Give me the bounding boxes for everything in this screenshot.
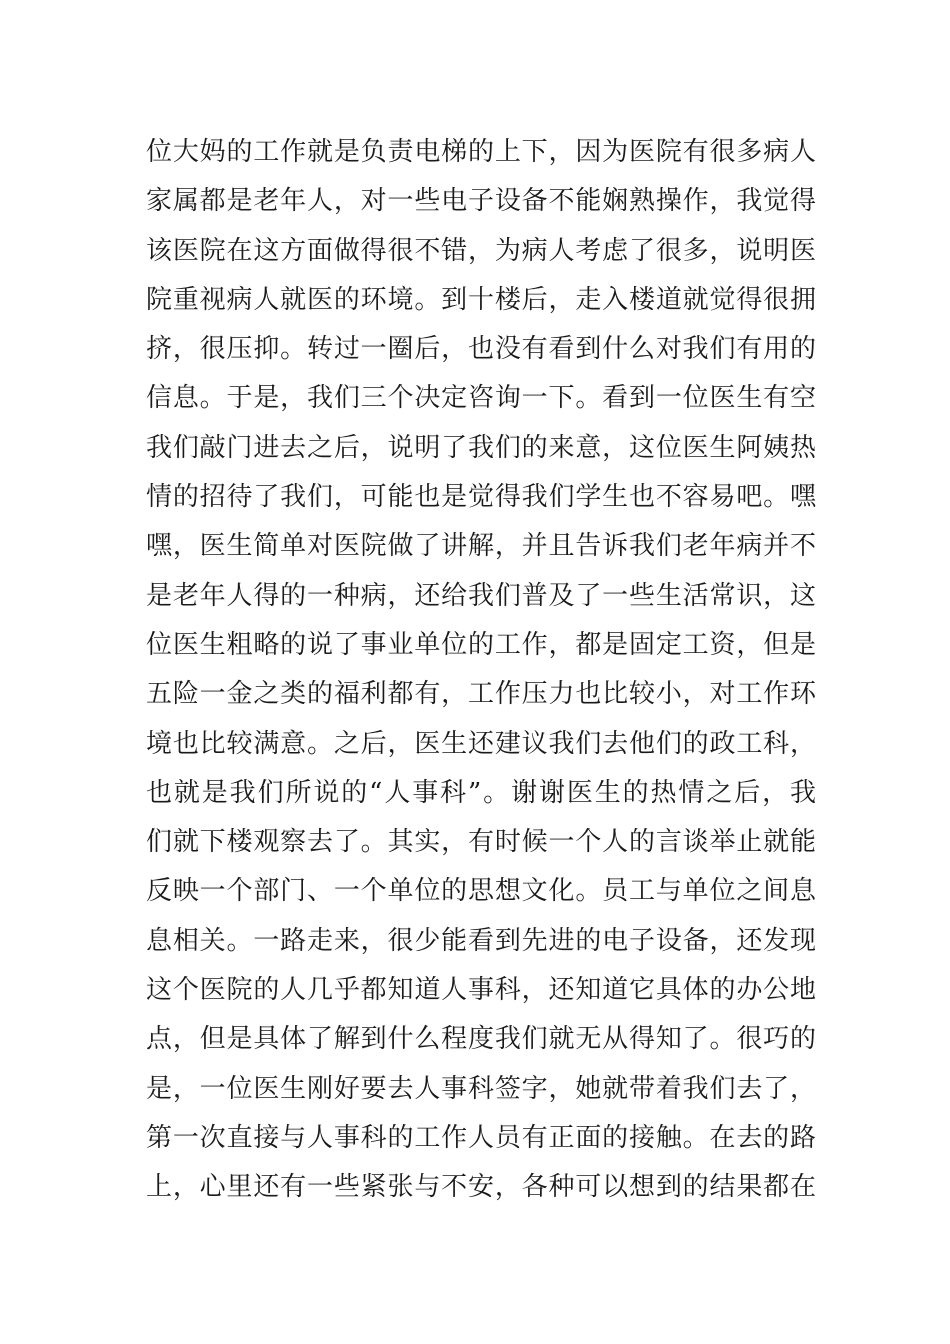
text-line: 嘿，医生简单对医院做了讲解，并且告诉我们老年病并不: [146, 531, 816, 562]
text-line: 我们敲门进去之后，说明了我们的来意，这位医生阿姨热: [146, 432, 816, 463]
text-line: 上，心里还有一些紧张与不安，各种可以想到的结果都在: [146, 1172, 816, 1203]
text-line: 该医院在这方面做得很不错，为病人考虑了很多，说明医: [146, 235, 816, 266]
text-line: 反映一个部门、一个单位的思想文化。员工与单位之间息: [146, 876, 816, 907]
text-line: 位医生粗略的说了事业单位的工作，都是固定工资，但是: [146, 629, 816, 660]
text-line: 点，但是具体了解到什么程度我们就无从得知了。很巧的: [146, 1024, 816, 1055]
text-line: 家属都是老年人，对一些电子设备不能娴熟操作，我觉得: [146, 186, 816, 217]
text-line: 境也比较满意。之后，医生还建议我们去他们的政工科，: [146, 728, 816, 759]
text-line: 是老年人得的一种病，还给我们普及了一些生活常识，这: [146, 580, 816, 611]
text-line: 们就下楼观察去了。其实，有时候一个人的言谈举止就能: [146, 827, 816, 858]
text-line: 息相关。一路走来，很少能看到先进的电子设备，还发现: [146, 925, 816, 956]
text-line: 院重视病人就医的环境。到十楼后，走入楼道就觉得很拥: [146, 284, 816, 315]
text-line: 信息。于是，我们三个决定咨询一下。看到一位医生有空: [146, 383, 816, 414]
text-line: 情的招待了我们，可能也是觉得我们学生也不容易吧。嘿: [146, 482, 816, 513]
text-line: 挤，很压抑。转过一圈后，也没有看到什么对我们有用的: [146, 334, 816, 365]
text-line: 这个医院的人几乎都知道人事科，还知道它具体的办公地: [146, 975, 816, 1006]
text-line: 是，一位医生刚好要去人事科签字，她就带着我们去了，: [146, 1073, 816, 1104]
text-line: 也就是我们所说的“人事科”。谢谢医生的热情之后，我: [146, 777, 816, 808]
text-line: 五险一金之类的福利都有，工作压力也比较小，对工作环: [146, 679, 816, 710]
text-line: 第一次直接与人事科的工作人员有正面的接触。在去的路: [146, 1122, 816, 1153]
body-paragraph: [146, 128, 816, 1213]
text-line: 位大妈的工作就是负责电梯的上下，因为医院有很多病人: [146, 137, 816, 167]
